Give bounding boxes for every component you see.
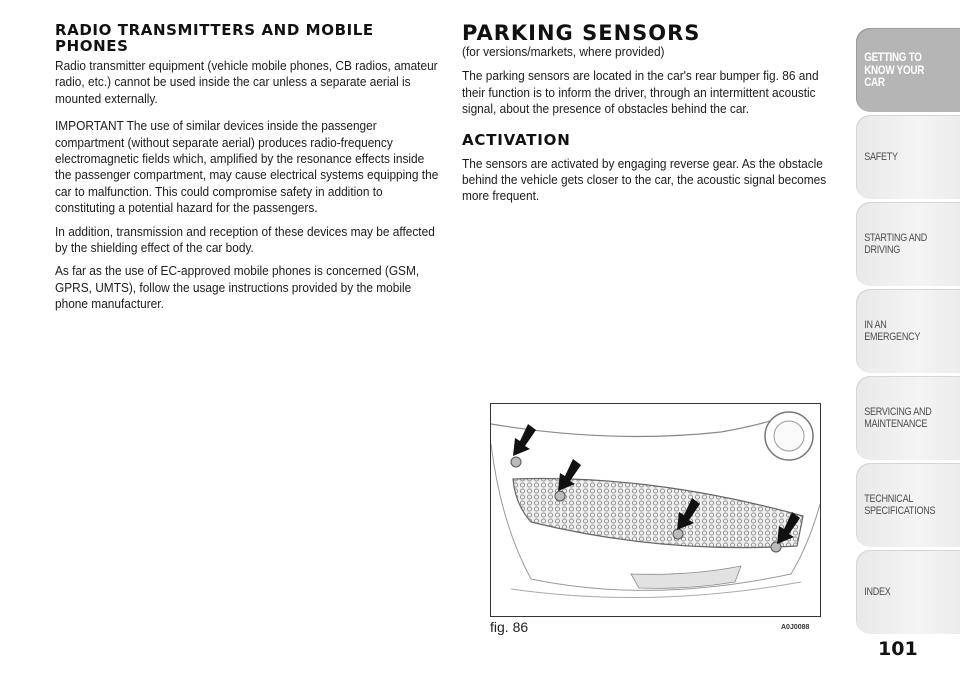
tab-label: INDEX: [864, 585, 891, 598]
tab-technical-specifications[interactable]: [856, 463, 960, 547]
tab-safety[interactable]: [856, 115, 960, 199]
tab-label: SERVICING AND MAINTENANCE: [864, 405, 932, 430]
radio-transmitters-heading: RADIO TRANSMITTERS AND MOBILE PHONES: [55, 21, 374, 55]
activation-paragraph: The sensors are activated by engaging reverse gear. As the obstacle behind the vehicle gets closer to the car, the acoustic signal becomes more frequent.: [462, 155, 827, 204]
figure-code: A0J0088: [781, 624, 810, 631]
bumper-figure: [490, 403, 821, 617]
right-column: [462, 22, 837, 212]
tab-label: SAFETY: [864, 150, 898, 163]
tab-index[interactable]: [856, 550, 960, 634]
parking-paragraph-1: The parking sensors are located in the car's rear bumper fig. 86 and their function is to inform the driver, through an intermittent acoustic signal, about the presence of obstacles behind the car.: [462, 68, 819, 117]
radio-paragraph-3: In addition, transmission and reception of these devices may be affected by the shielding effect of the car body.: [55, 223, 435, 256]
rear-bumper-illustration: [491, 404, 820, 616]
radio-paragraph-2: IMPORTANT The use of similar devices inside the passenger compartment (without separate aerial) produces radio-frequency electromagnetic fields which, amplified by the resonance effects inside the passenger compartment, may cause electrical systems equipping the car to malfunction. This could compromise safety in addition to constituting a potential hazard for the passengers.: [55, 118, 439, 216]
activation-heading: ACTIVATION: [462, 130, 571, 149]
radio-paragraph-1: Radio transmitter equipment (vehicle mobile phones, CB radios, amateur radio, etc.) cannot be used inside the car unless a separate aerial is mounted externally.: [55, 58, 438, 106]
tab-servicing-and-maintenance[interactable]: [856, 376, 960, 460]
tab-label: IN AN EMERGENCY: [864, 318, 921, 343]
tab-in-an-emergency[interactable]: [856, 289, 960, 373]
tab-label: STARTING AND DRIVING: [864, 231, 928, 256]
tab-starting-and-driving[interactable]: [856, 202, 960, 286]
left-column: [55, 22, 440, 320]
tab-label: TECHNICAL SPECIFICATIONS: [864, 492, 936, 517]
radio-paragraph-4: As far as the use of EC-approved mobile phones is concerned (GSM, GPRS, UMTS), follow the usage instructions provided by the mobile phone manufacturer.: [55, 263, 420, 312]
figure-caption: fig. 86: [490, 619, 529, 635]
availability-note: (for versions/markets, where provided): [462, 44, 665, 59]
tab-getting-to-know-your-car[interactable]: [856, 28, 960, 112]
page-number: 101: [878, 638, 918, 660]
parking-sensors-heading: PARKING SENSORS: [462, 21, 701, 45]
tab-label: GETTING TO KNOW YOUR CAR: [864, 50, 925, 90]
